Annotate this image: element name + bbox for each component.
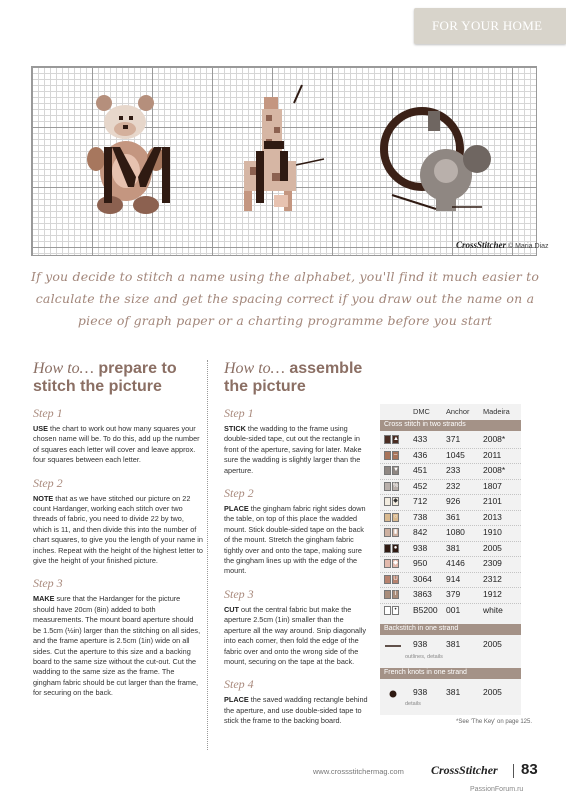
key-cross-row: U 3064 914 2312 (380, 573, 521, 587)
thread-symbol: ▼ (393, 467, 399, 473)
assemble-step-1-title: Step 1 (224, 406, 254, 420)
key-knot-row: 938 381 2005 (380, 686, 521, 700)
thread-color-swatch (384, 575, 391, 584)
prepare-step-3-title: Step 3 (33, 576, 63, 591)
key-header-anchor: Anchor (446, 407, 470, 416)
assemble-step-2-text: PLACE the gingham fabric right sides down the table, on top of this place the wadded mount. Stick double-sided tape on the back of the mount. Stretch the gingham fabric tightly over and onto the tape, making sure the gingham lines up with the edge of the mount. (224, 504, 366, 576)
assemble-step-4-title: Step 4 (224, 677, 254, 692)
thread-color-swatch (384, 482, 391, 491)
thread-symbol: ● (393, 544, 398, 551)
thread-symbol-icon (384, 451, 400, 460)
assemble-step-2-title: Step 2 (224, 486, 254, 501)
thread-symbol-icon (384, 559, 400, 568)
assemble-step-3-text: CUT out the central fabric but make the aperture 2.5cm (1in) smaller than the aperture all the way around. Snip diagonally into each corner, then fold the edge of the fabric over and onto the wrong side of the mount, securing on the tape at the back. (224, 604, 366, 666)
intro-quote: If you decide to stitch a name using the alphabet, you'll find it much easier to calculate the size and get the spacing correct if you draw out the name on a piece of graph paper or a charting programme before you start (30, 269, 540, 328)
thread-color-swatch (384, 528, 391, 537)
thread-color-swatch (384, 435, 391, 444)
thread-color-swatch (384, 544, 391, 553)
key-cross-row: % 452 232 1807 (380, 480, 521, 494)
thread-symbol-icon (384, 513, 400, 522)
thread-color-swatch (384, 559, 391, 568)
thread-key (380, 404, 521, 715)
watermark: PassionForum.ru (470, 786, 524, 793)
assemble-step-3-title: Step 3 (224, 586, 254, 601)
key-header-madeira: Madeira (483, 407, 510, 416)
credit-text: © Maria Diaz (507, 243, 549, 250)
thread-symbol-icon (384, 544, 400, 553)
assemble-column (224, 360, 370, 727)
thread-symbol-icon (384, 497, 400, 506)
footer-divider (513, 764, 514, 778)
thread-color-swatch (384, 466, 391, 475)
key-knot-band: French knots in one strand (380, 668, 521, 679)
key-header-dmc: DMC (413, 407, 430, 416)
prepare-step-2-text: NOTE that as we have stitched our picture on 22 count Hardanger, working each stitch over two threads of fabric, you need to divide 22 by two, which is 11, and then divide this into the number of chart squares, to give you the length of your name in inches. Repeat with the height of the highest letter to give the height of your finished picture. (33, 493, 203, 566)
key-cross-row: • B5200 001 white (380, 604, 521, 618)
thread-color-swatch (384, 451, 391, 460)
thread-symbol: ◆ (393, 560, 398, 566)
thread-symbol: % (393, 482, 399, 489)
key-cross-row: ○ 738 361 2013 (380, 511, 521, 525)
thread-symbol-icon (384, 466, 400, 475)
page-number: 83 (521, 761, 538, 778)
key-cross-row: ◆ 712 926 2101 (380, 495, 521, 509)
assemble-step-1-text: STICK the wadding to the frame using double-sided tape, cut out the rectangle in front of the aperture, saving for later. Make sure the wadding is slightly larger than the aperture. (224, 424, 362, 475)
credit-brand: CrossStitcher (456, 240, 507, 250)
thread-color-swatch (384, 513, 391, 522)
thread-symbol-icon (384, 528, 400, 537)
key-cross-row: ▮ 842 1080 1910 (380, 526, 521, 540)
key-cross-row: – 436 1045 2011 (380, 449, 521, 463)
section-tab (414, 8, 566, 44)
prepare-step-1-text: USE the chart to work out how many squares your chosen name will be. To do this, add up the number of squares each letter will cover and leave approx. four squares between each letter. (33, 424, 200, 465)
prepare-column (33, 360, 203, 699)
key-cross-row: I 3863 379 1912 (380, 588, 521, 602)
key-backstitch-band: Backstitch in one strand (380, 624, 521, 635)
thread-symbol-icon (384, 606, 400, 615)
page-footer (31, 760, 546, 782)
backstitch-note: outlines, details (405, 654, 443, 660)
assemble-step-4-text: PLACE the saved wadding rectangle behind the aperture, and use double-sided tape to stick the frame to the backing board. (224, 695, 368, 726)
letter-q-motif (384, 111, 491, 211)
footer-brand: CrossStitcher (431, 763, 498, 777)
teddy-bear-motif (87, 95, 170, 214)
assemble-heading: How to… assemble the picture (224, 360, 363, 395)
key-cross-row: ▲ 433 371 2008* (380, 433, 521, 447)
prepare-step-2-title: Step 2 (33, 475, 63, 490)
prepare-heading: How to… prepare to stitch the picture (33, 360, 177, 395)
french-knot-icon (384, 689, 402, 699)
thread-symbol: ▲ (393, 436, 399, 442)
giraffe-motif (244, 85, 324, 211)
prepare-step-3-text: MAKE sure that the Hardanger for the picture should have 20cm (8in) added to both measurements. The mount board aperture should be 1.5cm (½in) larger than the stitching on all sides, and the frame aperture is 2.5cm (1in) wide on all sides. Cut the aperture to this size and a backing board to the same size without the cut-out. Cut the wadding to the same size as the frame. The gingham fabric should be cut larger than the frame, for securing on the back. (33, 594, 201, 698)
key-cross-row: ● 938 381 2005 (380, 542, 521, 556)
key-backstitch-row: 938 381 2005 (380, 638, 521, 652)
backstitch-line-icon (384, 641, 402, 651)
thread-symbol-icon (384, 590, 400, 599)
thread-symbol: ▮ (393, 529, 398, 535)
thread-symbol: U (393, 575, 398, 582)
thread-symbol-icon (384, 482, 400, 491)
chart-motifs (32, 67, 536, 255)
key-footnote: *See 'The Key' on page 125. (456, 719, 533, 725)
section-label: FOR YOUR HOME (432, 18, 543, 33)
thread-symbol: ○ (393, 513, 398, 520)
thread-color-swatch (384, 497, 391, 506)
key-cross-band: Cross stitch in two strands (380, 420, 521, 431)
thread-symbol: – (393, 451, 398, 458)
thread-color-swatch (384, 590, 391, 599)
footer-url: www.crossstitchermag.com (313, 767, 404, 776)
chart-credit (456, 240, 549, 250)
key-cross-row: ▼ 451 233 2008* (380, 464, 521, 478)
thread-color-swatch (384, 606, 391, 615)
thread-symbol: • (392, 606, 399, 615)
key-cross-row: ◆ 950 4146 2309 (380, 557, 521, 571)
column-divider (207, 360, 208, 750)
knot-note: details (405, 701, 421, 707)
thread-symbol: I (392, 590, 399, 599)
thread-symbol-icon (384, 575, 400, 584)
thread-symbol: ◆ (393, 498, 398, 504)
cross-stitch-chart (31, 66, 537, 256)
prepare-step-1-title: Step 1 (33, 406, 63, 420)
thread-symbol-icon (384, 435, 400, 444)
